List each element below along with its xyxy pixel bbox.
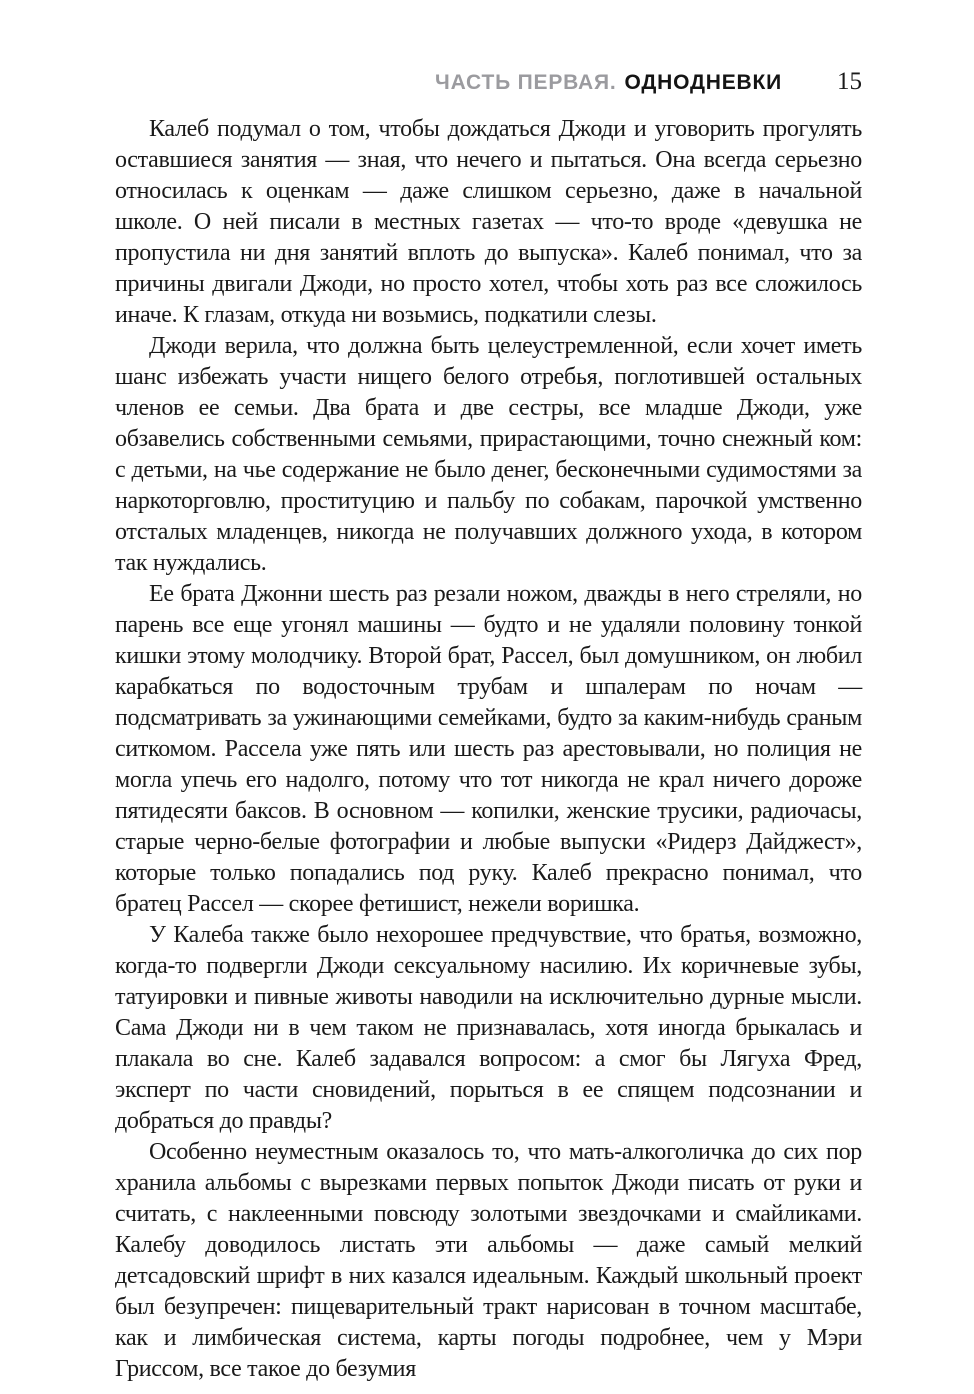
chapter-title: ОДНОДНЕВКИ [624,71,782,94]
paragraph: Особенно неуместным оказалось то, что мать-алкоголичка до сих пор хранила альбомы с вырезками первых попыток Джоди писать от руки и считать, с наклеенными повсюду золотыми звездочками и смайликами. Калебу доводилось листать эти альбомы — даже самый мелкий детсадовский шрифт в них казался идеальным. Каждый школьный проект был безупречен: пищеварительный тракт нарисован в точном масштабе, как и лимбическая система, карты погоды подробнее, чем у Мэри Гриссом, все такое до безумия [115,1139,862,1382]
paragraph: Джоди верила, что должна быть целеустремленной, если хочет иметь шанс избежать участи нищего белого отребья, поглотившей остальных членов ее семьи. Два брата и две сестры, все младше Джоди, уже обзавелись собственными семьями, прирастающими, точно снежный ком: с детьми, на чье содержание не было денег, бесконечными судимостями за наркоторговлю, проституцию и пальбу по собакам, парочкой умственно отсталых младенцев, никогда не получавших должного ухода, в котором так нуждались. [115,333,862,576]
running-header [115,68,862,96]
page-number: 15 [837,68,862,95]
paragraph: У Калеба также было нехорошее предчувствие, что братья, возможно, когда-то подвергли Джоди сексуальному насилию. Их коричневые зубы, татуировки и пивные животы наводили на исключительно дурные мысли. Сама Джоди ни в чем таком не признавалась, хотя иногда брыкалась и плакала во сне. Калеб задавался вопросом: а смог бы Лягуха Фред, эксперт по части сновидений, порыться в ее спящем подсознании и добраться до правды? [115,922,862,1134]
paragraph: Калеб подумал о том, чтобы дождаться Джоди и уговорить прогулять оставшиеся занятия — зная, что нечего и пытаться. Она всегда серьезно относилась к оценкам — даже слишком серьезно, даже в начальной школе. О ней писали в местных газетах — что-то вроде «девушка не пропустила ни дня занятий вплоть до выпуска». Калеб понимал, что за причины двигали Джоди, но просто хотел, чтобы хоть раз все сложилось иначе. К глазам, откуда ни возьмись, подкатили слезы. [115,116,862,328]
part-title: ЧАСТЬ ПЕРВАЯ. [435,71,617,94]
text-block [115,114,862,1385]
paragraph: Ее брата Джонни шесть раз резали ножом, дважды в него стреляли, но парень все еще угонял машины — будто и не удаляли половину тонкой кишки этому молодчику. Второй брат, Рассел, был домушником, он любил карабкаться по водосточным трубам и шпалерам по ночам — подсматривать за ужинающими семейками, будто за каким-нибудь сраным ситкомом. Рассела уже пять или шесть раз арестовывали, но полиция не могла упечь его надолго, потому что тот никогда не крал ничего дороже пятидесяти баксов. В основном — копилки, женские трусики, радиочасы, старые черно-белые фотографии и любые выпуски «Ридерз Дайджест», которые только попадались под руку. Калеб прекрасно понимал, что братец Рассел — скорее фетишист, нежели воришка. [115,581,862,917]
